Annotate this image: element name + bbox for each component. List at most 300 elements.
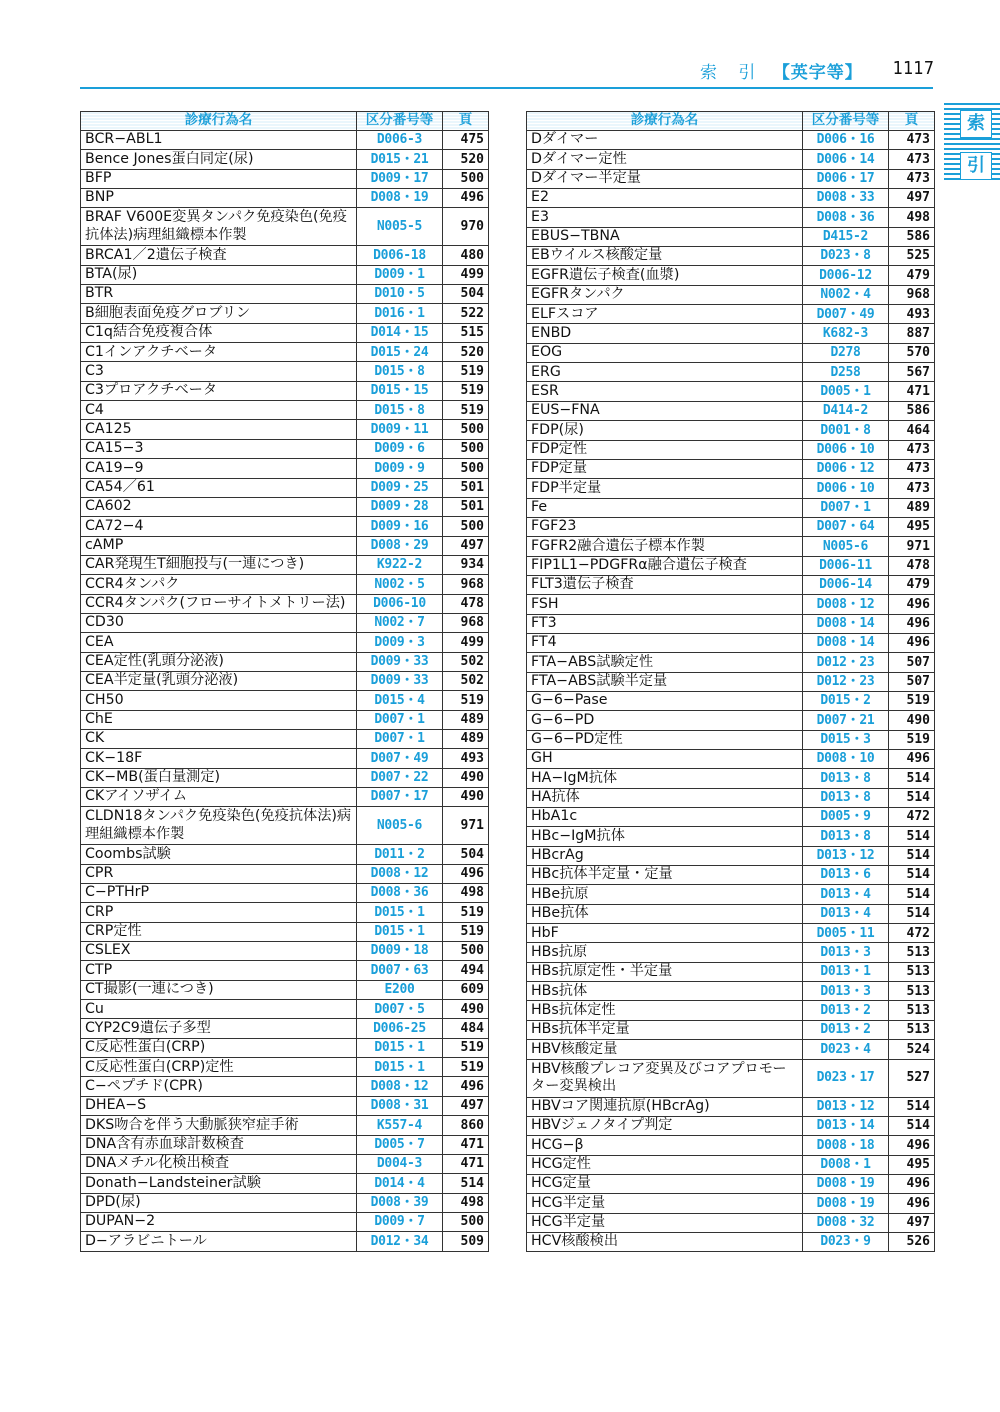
entry-name: EBUS−TBNA — [527, 227, 803, 246]
table-row — [81, 323, 489, 342]
entry-code: D008・33 — [803, 189, 889, 208]
column-header-name: 診療行為名 — [81, 112, 357, 131]
entry-name: FDP定量 — [527, 459, 803, 478]
table-row — [81, 691, 489, 710]
column-header-page: 頁 — [443, 112, 489, 131]
entry-page: 519 — [443, 401, 489, 420]
entry-name: BTR — [81, 285, 357, 304]
entry-name: ESR — [527, 382, 803, 401]
entry-name: ChE — [81, 710, 357, 729]
entry-name: CA54／61 — [81, 478, 357, 497]
entry-page: 472 — [889, 808, 935, 827]
entry-code: D013・8 — [803, 769, 889, 788]
entry-code: D278 — [803, 343, 889, 362]
table-row — [81, 652, 489, 671]
table-row — [527, 266, 935, 285]
entry-code: D008・19 — [803, 1174, 889, 1193]
entry-code: D013・2 — [803, 1020, 889, 1039]
entry-code: D015・8 — [357, 401, 443, 420]
entry-name: CSLEX — [81, 942, 357, 961]
table-row — [527, 1020, 935, 1039]
entry-page: 502 — [443, 671, 489, 690]
entry-page: 513 — [889, 1001, 935, 1020]
entry-page: 514 — [889, 866, 935, 885]
entry-name: C4 — [81, 401, 357, 420]
entry-name: CKアイソザイム — [81, 788, 357, 807]
table-header-row — [527, 112, 935, 131]
table-row — [81, 1019, 489, 1038]
table-row — [527, 808, 935, 827]
entry-name: CK−18F — [81, 749, 357, 768]
entry-page: 489 — [443, 710, 489, 729]
entry-page: 504 — [443, 845, 489, 864]
entry-name: HbF — [527, 924, 803, 943]
table-row — [527, 208, 935, 227]
entry-code: D006-11 — [803, 556, 889, 575]
entry-code: D009・28 — [357, 497, 443, 516]
entry-name: G−6−PD定性 — [527, 730, 803, 749]
entry-name: Dダイマー — [527, 131, 803, 150]
entry-page: 496 — [443, 189, 489, 208]
entry-page: 489 — [443, 729, 489, 748]
entry-name: DNAメチル化検出検査 — [81, 1154, 357, 1173]
entry-code: D010・5 — [357, 285, 443, 304]
table-row — [81, 1077, 489, 1096]
table-row — [527, 440, 935, 459]
entry-page: 570 — [889, 343, 935, 362]
entry-page: 479 — [889, 266, 935, 285]
entry-code: D013・6 — [803, 866, 889, 885]
entry-name: CEA定性(乳頭分泌液) — [81, 652, 357, 671]
entry-page: 473 — [889, 459, 935, 478]
table-row — [81, 903, 489, 922]
entry-page: 484 — [443, 1019, 489, 1038]
entry-name: BRCA1／2遺伝子検査 — [81, 246, 357, 265]
entry-name: FT4 — [527, 633, 803, 652]
table-row — [81, 807, 489, 845]
table-row — [81, 942, 489, 961]
entry-code: N005-6 — [803, 537, 889, 556]
entry-code: D007・64 — [803, 517, 889, 536]
entry-code: D006-10 — [357, 594, 443, 613]
entry-name: HBe抗原 — [527, 885, 803, 904]
entry-page: 471 — [443, 1154, 489, 1173]
entry-name: DKS吻合を伴う大動脈狭窄症手術 — [81, 1116, 357, 1135]
entry-name: CLDN18タンパク免疫染色(免疫抗体法)病理組織標本作製 — [81, 807, 357, 845]
entry-page: 514 — [889, 904, 935, 923]
table-row — [81, 1174, 489, 1193]
entry-code: D008・12 — [357, 864, 443, 883]
entry-code: D005・11 — [803, 924, 889, 943]
entry-page: 498 — [889, 208, 935, 227]
entry-code: D008・31 — [357, 1096, 443, 1115]
entry-code: D023・4 — [803, 1040, 889, 1059]
entry-name: CRP — [81, 903, 357, 922]
entry-name: GH — [527, 750, 803, 769]
table-row — [81, 1193, 489, 1212]
table-row — [527, 401, 935, 420]
entry-page: 514 — [889, 885, 935, 904]
entry-page: 514 — [889, 1097, 935, 1116]
entry-code: E200 — [357, 980, 443, 999]
entry-code: K557-4 — [357, 1116, 443, 1135]
entry-code: D009・33 — [357, 652, 443, 671]
table-row — [81, 497, 489, 516]
entry-page: 475 — [443, 131, 489, 150]
table-row — [81, 1135, 489, 1154]
table-row — [527, 575, 935, 594]
entry-name: HCV核酸検出 — [527, 1232, 803, 1251]
table-row — [527, 672, 935, 691]
entry-page: 493 — [443, 749, 489, 768]
entry-code: D015・3 — [803, 730, 889, 749]
table-row — [81, 884, 489, 903]
entry-page: 501 — [443, 497, 489, 516]
entry-code: N005-6 — [357, 807, 443, 845]
entry-page: 520 — [443, 150, 489, 169]
entry-code: D008・1 — [803, 1155, 889, 1174]
entry-code: D013・8 — [803, 827, 889, 846]
entry-page: 500 — [443, 459, 489, 478]
table-row — [527, 189, 935, 208]
entry-code: N005-5 — [357, 208, 443, 246]
entry-code: D006・12 — [803, 459, 889, 478]
entry-code: D012・23 — [803, 672, 889, 691]
entry-code: D006-12 — [803, 266, 889, 285]
entry-name: BFP — [81, 169, 357, 188]
entry-code: D009・9 — [357, 459, 443, 478]
entry-code: D009・17 — [357, 169, 443, 188]
table-row — [81, 575, 489, 594]
table-row — [81, 613, 489, 632]
entry-code: D006-3 — [357, 131, 443, 150]
entry-page: 519 — [443, 362, 489, 381]
entry-page: 519 — [443, 903, 489, 922]
table-row — [527, 750, 935, 769]
table-row — [81, 922, 489, 941]
entry-code: D008・19 — [357, 189, 443, 208]
entry-name: HA抗体 — [527, 788, 803, 807]
table-row — [527, 1213, 935, 1232]
entry-code: D008・36 — [803, 208, 889, 227]
entry-page: 586 — [889, 401, 935, 420]
table-row — [527, 227, 935, 246]
entry-name: Fe — [527, 498, 803, 517]
entry-code: N002・5 — [357, 575, 443, 594]
table-row — [527, 537, 935, 556]
table-row — [81, 131, 489, 150]
table-row — [527, 247, 935, 266]
entry-code: D013・1 — [803, 962, 889, 981]
table-row — [81, 420, 489, 439]
entry-page: 519 — [443, 1038, 489, 1057]
entry-name: FIP1L1−PDGFRα融合遺伝子検査 — [527, 556, 803, 575]
entry-page: 494 — [443, 961, 489, 980]
table-row — [81, 459, 489, 478]
entry-page: 514 — [889, 788, 935, 807]
table-row — [527, 691, 935, 710]
entry-page: 519 — [889, 691, 935, 710]
table-row — [527, 1116, 935, 1135]
table-row — [81, 1116, 489, 1135]
entry-name: HBV核酸プレコア変異及びコアプロモーター変異検出 — [527, 1059, 803, 1097]
entry-code: D013・4 — [803, 885, 889, 904]
entry-code: D014・15 — [357, 323, 443, 342]
entry-code: D015・8 — [357, 362, 443, 381]
entry-page: 471 — [889, 382, 935, 401]
entry-name: EGFRタンパク — [527, 285, 803, 304]
table-row — [527, 614, 935, 633]
entry-name: CRP定性 — [81, 922, 357, 941]
entry-name: CT撮影(一連につき) — [81, 980, 357, 999]
entry-code: D013・3 — [803, 943, 889, 962]
entry-name: D−アラビニトール — [81, 1232, 357, 1251]
entry-name: C1インアクチベータ — [81, 343, 357, 362]
entry-page: 497 — [889, 1213, 935, 1232]
entry-code: D013・4 — [803, 904, 889, 923]
entry-name: C3 — [81, 362, 357, 381]
entry-page: 513 — [889, 943, 935, 962]
entry-code: D023・9 — [803, 1232, 889, 1251]
entry-name: CA72−4 — [81, 517, 357, 536]
entry-code: N002・4 — [803, 285, 889, 304]
entry-name: HA−IgM抗体 — [527, 769, 803, 788]
table-row — [527, 885, 935, 904]
entry-code: D015・15 — [357, 381, 443, 400]
entry-page: 496 — [889, 1174, 935, 1193]
table-row — [527, 459, 935, 478]
entry-name: EBウイルス核酸定量 — [527, 247, 803, 266]
entry-code: D006・14 — [803, 150, 889, 169]
table-row — [81, 710, 489, 729]
table-row — [527, 498, 935, 517]
entry-code: D008・32 — [803, 1213, 889, 1232]
entry-page: 968 — [889, 285, 935, 304]
entry-code: D001・8 — [803, 421, 889, 440]
table-row — [81, 961, 489, 980]
index-title: 索 引 — [700, 63, 764, 83]
table-row — [527, 1001, 935, 1020]
entry-name: E2 — [527, 189, 803, 208]
entry-name: HBs抗原 — [527, 943, 803, 962]
entry-name: EOG — [527, 343, 803, 362]
entry-code: D009・33 — [357, 671, 443, 690]
entry-name: C−PTHrP — [81, 884, 357, 903]
entry-code: D008・12 — [803, 595, 889, 614]
table-row — [527, 517, 935, 536]
entry-name: BTA(尿) — [81, 265, 357, 284]
table-row — [81, 189, 489, 208]
page-header — [700, 58, 940, 84]
entry-page: 473 — [889, 131, 935, 150]
entry-code: D004-3 — [357, 1154, 443, 1173]
entry-code: D007・5 — [357, 1000, 443, 1019]
entry-code: D014・4 — [357, 1174, 443, 1193]
entry-page: 519 — [443, 691, 489, 710]
table-row — [527, 421, 935, 440]
table-row — [527, 1232, 935, 1251]
entry-name: HCG定性 — [527, 1155, 803, 1174]
table-row — [527, 982, 935, 1001]
entry-code: D015・24 — [357, 343, 443, 362]
entry-page: 490 — [443, 788, 489, 807]
table-row — [81, 671, 489, 690]
entry-name: HBe抗体 — [527, 904, 803, 923]
entry-name: HBc抗体半定量・定量 — [527, 866, 803, 885]
table-row — [81, 381, 489, 400]
table-row — [527, 382, 935, 401]
table-row — [527, 595, 935, 614]
table-row — [527, 866, 935, 885]
table-row — [527, 131, 935, 150]
side-tab-label-1: 索 — [960, 110, 992, 138]
entry-code: D007・49 — [357, 749, 443, 768]
entry-name: Dダイマー半定量 — [527, 169, 803, 188]
table-row — [81, 1212, 489, 1231]
table-row — [527, 633, 935, 652]
entry-page: 473 — [889, 150, 935, 169]
entry-page: 479 — [889, 575, 935, 594]
column-header-code: 区分番号等 — [803, 112, 889, 131]
entry-page: 496 — [889, 750, 935, 769]
table-row — [527, 924, 935, 943]
entry-name: CEA半定量(乳頭分泌液) — [81, 671, 357, 690]
entry-name: FDP定性 — [527, 440, 803, 459]
entry-name: CA19−9 — [81, 459, 357, 478]
entry-code: D006-25 — [357, 1019, 443, 1038]
table-row — [527, 711, 935, 730]
table-row — [81, 1038, 489, 1057]
entry-page: 501 — [443, 478, 489, 497]
entry-name: C3プロアクチベータ — [81, 381, 357, 400]
entry-code: D415-2 — [803, 227, 889, 246]
table-row — [81, 478, 489, 497]
entry-code: D008・10 — [803, 750, 889, 769]
entry-page: 513 — [889, 962, 935, 981]
table-row — [527, 1097, 935, 1116]
column-header-name: 診療行為名 — [527, 112, 803, 131]
entry-page: 502 — [443, 652, 489, 671]
entry-page: 514 — [889, 846, 935, 865]
entry-code: D012・34 — [357, 1232, 443, 1251]
table-row — [527, 1194, 935, 1213]
entry-page: 496 — [889, 1136, 935, 1155]
entry-page: 478 — [443, 594, 489, 613]
entry-page: 490 — [889, 711, 935, 730]
entry-page: 527 — [889, 1059, 935, 1097]
table-row — [527, 943, 935, 962]
entry-page: 520 — [443, 343, 489, 362]
entry-page: 497 — [889, 189, 935, 208]
entry-code: D007・22 — [357, 768, 443, 787]
table-row — [527, 730, 935, 749]
table-row — [527, 653, 935, 672]
entry-page: 500 — [443, 517, 489, 536]
entry-code: K682-3 — [803, 324, 889, 343]
entry-code: D008・14 — [803, 633, 889, 652]
table-row — [527, 827, 935, 846]
entry-name: CA125 — [81, 420, 357, 439]
table-row — [81, 362, 489, 381]
entry-name: B細胞表面免疫グロブリン — [81, 304, 357, 323]
entry-name: Donath−Landsteiner試験 — [81, 1174, 357, 1193]
entry-name: BNP — [81, 189, 357, 208]
entry-code: D015・21 — [357, 150, 443, 169]
table-row — [527, 285, 935, 304]
entry-code: D013・12 — [803, 1097, 889, 1116]
entry-code: D007・17 — [357, 788, 443, 807]
entry-page: 472 — [889, 924, 935, 943]
entry-code: D005・1 — [803, 382, 889, 401]
entry-page: 514 — [889, 1116, 935, 1135]
entry-name: G−6−Pase — [527, 691, 803, 710]
table-row — [527, 788, 935, 807]
entry-page: 496 — [889, 614, 935, 633]
entry-name: CA15−3 — [81, 439, 357, 458]
entry-name: FTA−ABS試験定性 — [527, 653, 803, 672]
table-row — [527, 1155, 935, 1174]
table-row — [81, 246, 489, 265]
entry-code: D258 — [803, 363, 889, 382]
table-row — [527, 769, 935, 788]
entry-name: Bence Jones蛋白同定(尿) — [81, 150, 357, 169]
entry-page: 515 — [443, 323, 489, 342]
table-row — [527, 150, 935, 169]
entry-name: C反応性蛋白(CRP) — [81, 1038, 357, 1057]
entry-page: 887 — [889, 324, 935, 343]
table-row — [81, 729, 489, 748]
entry-name: HBcrAg — [527, 846, 803, 865]
entry-page: 499 — [443, 633, 489, 652]
entry-name: C反応性蛋白(CRP)定性 — [81, 1058, 357, 1077]
entry-page: 504 — [443, 285, 489, 304]
entry-code: D008・18 — [803, 1136, 889, 1155]
entry-name: C1q結合免疫複合体 — [81, 323, 357, 342]
entry-name: FT3 — [527, 614, 803, 633]
entry-name: FDP半定量 — [527, 479, 803, 498]
table-row — [527, 305, 935, 324]
column-header-page: 頁 — [889, 112, 935, 131]
entry-code: D013・2 — [803, 1001, 889, 1020]
table-row — [81, 845, 489, 864]
entry-name: FSH — [527, 595, 803, 614]
entry-page: 489 — [889, 498, 935, 517]
entry-page: 496 — [889, 1194, 935, 1213]
entry-code: D006・10 — [803, 440, 889, 459]
entry-page: 519 — [443, 381, 489, 400]
entry-page: 970 — [443, 208, 489, 246]
entry-code: K922-2 — [357, 555, 443, 574]
table-row — [527, 343, 935, 362]
entry-page: 473 — [889, 169, 935, 188]
entry-name: HBVコア関連抗原(HBcrAg) — [527, 1097, 803, 1116]
entry-name: BCR−ABL1 — [81, 131, 357, 150]
entry-name: C−ペプチド(CPR) — [81, 1077, 357, 1096]
entry-code: D008・29 — [357, 536, 443, 555]
entry-name: cAMP — [81, 536, 357, 555]
table-row — [81, 1232, 489, 1251]
entry-name: CAR発現生T細胞投与(一連につき) — [81, 555, 357, 574]
table-row — [81, 980, 489, 999]
table-row — [81, 517, 489, 536]
entry-page: 498 — [443, 884, 489, 903]
entry-name: CPR — [81, 864, 357, 883]
entry-page: 971 — [889, 537, 935, 556]
table-row — [527, 556, 935, 575]
table-row — [527, 479, 935, 498]
entry-code: D007・1 — [357, 729, 443, 748]
entry-name: CH50 — [81, 691, 357, 710]
